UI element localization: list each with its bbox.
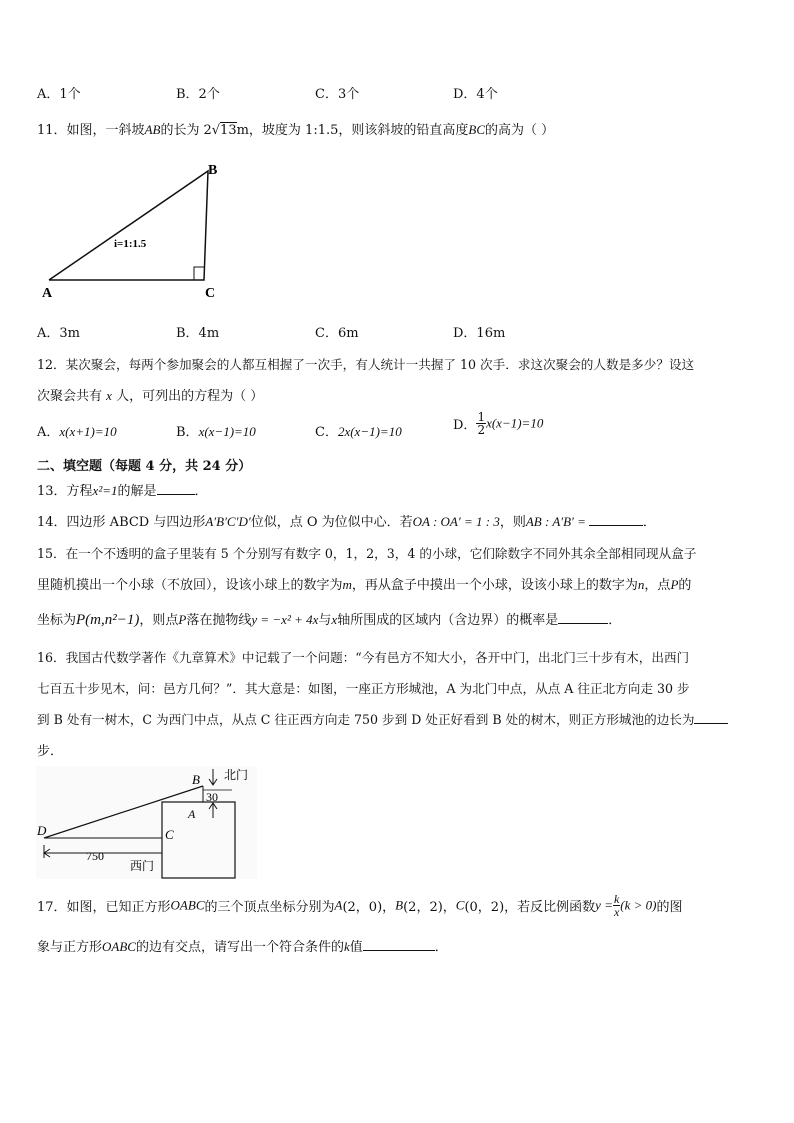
q12-stem-line2: 次聚会共有 x 人，可列出的方程为（ ） (37, 388, 264, 404)
q13-stem: 13．方程x²=1的解是 ． (37, 483, 208, 499)
q14-answer-blank[interactable] (589, 513, 643, 526)
label-a: A (42, 286, 53, 301)
q12-option-d: D． $\frac{1}{2}$ x(x−1)=10 (453, 410, 544, 437)
q15-stem-line2: 里随机摸出一个小球（不放回），设该小球上的数字为m，再从盒子中摸出一个小球，设该小球上的数字为n，点P的 (37, 577, 692, 593)
slope-label: i=1:1.5 (114, 238, 147, 250)
q17-stem-line1: 17．如图，已知正方形OABC的三个顶点坐标分别为A(2，0)，B(2，2)，C(0，2)，若反比例函数y = $\frac{k}{x}$ (k > 0)的图 (37, 892, 683, 919)
q11-stem: 11．如图，一斜坡AB的长为 2√13m，坡度为 1:1.5，则该斜坡的铅直高度BC的高为（ ） (37, 122, 555, 138)
fraction-k-over-x: $\frac{k}{x}$ (613, 892, 620, 919)
q17-answer-blank[interactable] (363, 938, 435, 951)
sqrt-symbol: √ (211, 123, 221, 138)
q12-stem-line1: 12．某次聚会，每两个参加聚会的人都互相握了一次手，有人统计一共握了 10 次手．求这次聚会的人数是多少？设这 (37, 357, 695, 372)
triangle (49, 171, 208, 280)
q10-option-b: B．2个 (176, 87, 220, 102)
q16-answer-blank[interactable] (694, 711, 728, 724)
label-b: B (208, 163, 218, 178)
q16-city-figure (36, 766, 258, 880)
q10-option-c: C．3个 (315, 87, 360, 102)
q15-stem-line1: 15．在一个不透明的盒子里装有 5 个分别写有数字 0，1，2，3，4 的小球，它们除数字不同外其余全部相同现从盒子 (37, 546, 697, 561)
q17-stem-line2: 象与正方形OABC的边有交点，请写出一个符合条件的k值 ． (37, 939, 448, 955)
q11-option-d: D．16m (453, 326, 506, 341)
west-gate-label: 西门 (130, 859, 155, 873)
q16-stem-line3: 到 B 处有一树木，C 为西门中点，从点 C 往正西方向走 750 步到 D 处正好看到 B 处的树木，则正方形城池的边长为 (37, 709, 728, 728)
q16-stem-line1: 16．我国古代数学著作《九章算术》中记载了一个问题：“今有邑方不知大小，各开中门，出北门三十步有木，出西门 (37, 650, 690, 665)
label-b: B (192, 772, 200, 787)
q11-option-c: C．6m (315, 326, 359, 341)
q16-stem-line4: 步． (37, 744, 64, 759)
north-gate-label: 北门 (224, 768, 249, 782)
label-c: C (165, 827, 174, 842)
q15-stem-line3: 坐标为P(m,n²−1)，则点P落在抛物线y = −x² + 4x与x轴所围成的区域内（含边界）的概率是 ． (37, 612, 622, 628)
label-a: A (188, 807, 196, 821)
q11-slope-figure (36, 160, 226, 302)
q10-option-d: D．4个 (453, 87, 498, 102)
q12-option-a: A．x(x+1)=10 (37, 424, 117, 440)
q11-option-a: A．3m (37, 326, 80, 341)
q12-option-b: B．x(x−1)=10 (176, 424, 256, 440)
dist-750-label: 750 (86, 849, 104, 863)
label-d: D (37, 823, 47, 838)
q16-stem-line2: 七百五十步见木，问：邑方几何？”．其大意是：如图，一座正方形城池，A 为北门中点，从点 A 往正北方向走 30 步 (37, 681, 690, 696)
q14-stem: 14．四边形 ABCD 与四边形A′B′C′D′位似，点 O 为位似中心．若OA : OA′ = 1 : 3，则AB : A′B′ = ． (37, 514, 656, 530)
fraction-half: $\frac{1}{2}$ (477, 410, 486, 437)
q12-option-c: C．2x(x−1)=10 (315, 424, 402, 440)
right-angle-mark (194, 267, 204, 280)
label-c: C (205, 286, 216, 301)
q11-option-b: B．4m (176, 326, 220, 341)
q13-answer-blank[interactable] (157, 482, 195, 495)
dist-30-label: 30 (206, 790, 218, 804)
q10-option-a: A．1个 (37, 87, 81, 102)
q15-answer-blank[interactable] (558, 611, 608, 624)
section-title: 二、填空题（每题 4 分，共 24 分） (37, 459, 252, 474)
